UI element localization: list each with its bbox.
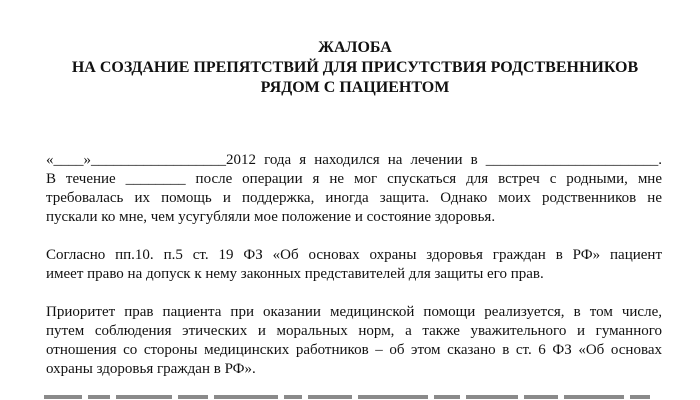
paragraph-1-line-1: «____»__________________2012 года я находился на лечении в _______________________. xyxy=(46,152,662,168)
paragraph-spacer xyxy=(46,227,662,246)
document-body xyxy=(46,151,662,379)
paragraph-2-line-1: Согласно пп.10. п.5 ст. 19 ФЗ «Об основах охраны здоровья граждан в РФ» пациент xyxy=(46,247,662,263)
cut-off-text-line xyxy=(44,394,662,400)
paragraph-1-line-2: В течение ________ после операции я не мог спускаться для встреч с родными, мне xyxy=(46,171,662,187)
title-line-1: ЖАЛОБА xyxy=(318,39,392,56)
title-line-3: РЯДОМ С ПАЦИЕНТОМ xyxy=(260,79,450,96)
paragraph-spacer xyxy=(46,284,662,303)
paragraph-3-line-3: отношения со стороны медицинских работников – об этом сказано в ст. 6 ФЗ «Об основах xyxy=(46,342,662,358)
paragraph-3-line-1: Приоритет прав пациента при оказании медицинской помощи реализуется, в том числе, xyxy=(46,304,662,320)
title-line-2: НА СОЗДАНИЕ ПРЕПЯТСТВИЙ ДЛЯ ПРИСУТСТВИЯ РОДСТВЕННИКОВ xyxy=(71,59,639,76)
paragraph-3 xyxy=(46,303,662,379)
document-title xyxy=(40,38,670,98)
paragraph-2 xyxy=(46,246,662,284)
paragraph-1-line-3: требовалась их помощь и поддержка, иногда защита. Однако моих родственников не xyxy=(46,190,662,206)
paragraph-3-line-2: путем соблюдения этических и моральных норм, а также уважительного и гуманного xyxy=(46,323,662,339)
paragraph-1-line-4: пускали ко мне, чем усугубляли мое положение и состояние здоровья. xyxy=(46,209,496,225)
paragraph-3-line-4: охраны здоровья граждан в РФ». xyxy=(46,361,256,377)
paragraph-2-line-2: имеет право на допуск к нему законных представителей для защиты его прав. xyxy=(46,266,544,282)
paragraph-1 xyxy=(46,151,662,227)
